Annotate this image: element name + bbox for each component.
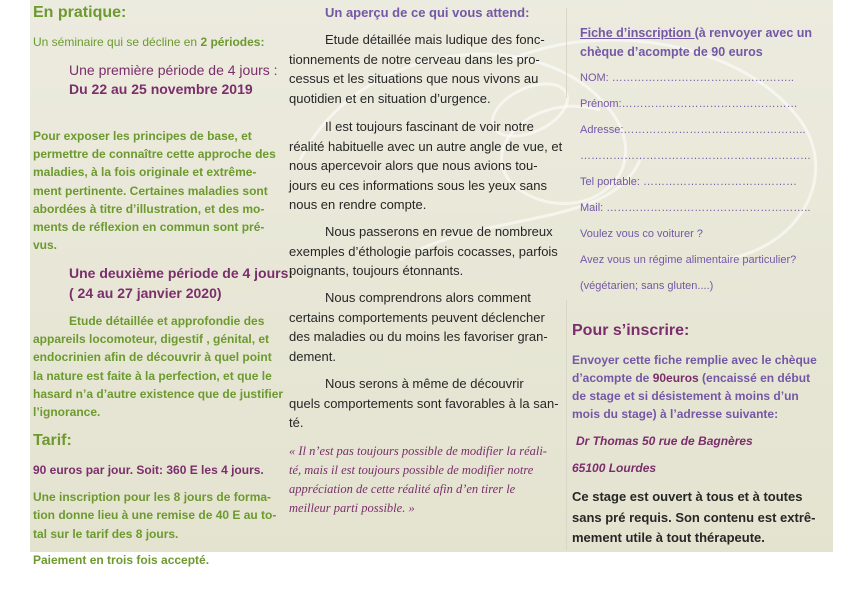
middle-paragraph-line: Nous passerons en revue de nombreux [325,224,553,239]
tarif-heading: Tarif: [33,432,72,449]
period1-description-line: Pour exposer les principes de base, et [33,129,252,143]
intro-text: Un séminaire qui se décline en [33,35,201,49]
closing-line: sans pré requis. Son contenu est extrê- [572,509,816,525]
regime-examples: (végétarien; sans gluten....) [580,280,714,292]
paiement-text: Paiement en trois fois accepté. [33,553,210,567]
quote-line: « Il n’est pas toujours possible de modifier la réali- [289,444,547,458]
inscrire-text-rest: (encaissé en début [698,371,811,385]
period2-dates: ( 24 au 27 janvier 2020) [69,285,222,301]
apercu-heading: Un aperçu de ce qui vous attend: [325,5,530,20]
remise-line: tion donne lieu à une remise de 40 E au to- [33,508,277,523]
regime-question: Avez vous un régime alimentaire particulier? [580,254,797,266]
period1-description-line: permettre de connaître cette approche des [33,147,276,162]
tarif-line: 90 euros par jour. Soit: 360 E les 4 jours. [33,463,264,477]
adresse-field-line2[interactable]: ……………………………………………………… [580,150,811,162]
en-pratique-heading: En pratique: [33,4,127,21]
column-divider [566,8,567,98]
middle-paragraph-line: jours eu ces informations sous les yeux sans [289,177,547,193]
form-title [580,26,812,40]
adresse-field[interactable]: Adresse:………………………………………….. [580,124,806,136]
inscrire-amount: 90euros [652,371,699,385]
form-title-rest: (à renvoyer avec un [694,26,813,40]
form-title-line2: chèque d’acompte de 90 euros [580,45,763,59]
middle-paragraph-line: exemples d’éthologie parfois cocasses, parfois [289,243,558,259]
address-line1: Dr Thomas 50 rue de Bagnères [576,434,753,448]
middle-paragraph-line: té. [289,415,304,430]
quote-line: appréciation de cette réalité afin d’en tirer le [289,482,516,496]
middle-paragraph-line: poignants, toujours étonnants. [289,263,464,278]
remise-line: Une inscription pour les 8 jours de forma- [33,490,272,504]
middle-paragraph-line: quotidien et en situation d’urgence. [289,90,491,106]
prenom-field[interactable]: Prénom:………………………………………… [580,98,798,110]
middle-paragraph-line: cessus et les situations que nous vivons au [289,71,539,86]
column-divider [566,300,567,550]
period1-title: Une première période de 4 jours : [69,62,278,78]
nom-field[interactable]: NOM: ………………………………………….. [580,72,794,84]
middle-paragraph-line: quels comportements sont favorables à la san- [289,395,559,411]
middle-paragraph-line: certains comportements peuvent déclencher [289,309,545,325]
middle-paragraph-line: Nous comprendrons alors comment [325,290,531,305]
period2-description-line: la nature est faite à la perfection, et que le [33,368,272,383]
inscrire-line4: mois du stage) à l’adresse suivante: [572,407,779,421]
tel-field[interactable]: Tel portable: …………………………………… [580,176,797,188]
inscrire-line2 [572,371,810,385]
period2-description-line: l’ignorance. [33,405,101,419]
period2-description-line: Etude détaillée et approfondie des [69,314,265,328]
mail-field[interactable]: Mail: ……………………………………………….. [580,202,811,214]
middle-paragraph-line: dement. [289,348,336,364]
middle-paragraph-line: Etude détaillée mais ludique des fonc- [325,32,545,47]
middle-paragraph-line: Nous serons à même de découvrir [325,376,524,391]
quote-line: meilleur parti possible. » [289,501,415,515]
inscrire-heading: Pour s’inscrire: [572,322,690,339]
intro-bold: 2 périodes: [200,35,265,49]
period2-description-line: appareils locomoteur, digestif , génital, et [33,332,270,347]
quote-line: té, mais il est toujours possible de modifier notre [289,463,534,477]
period1-description-line: maladies, à la fois originale et extrême- [33,165,257,180]
address-line2: 65100 Lourdes [572,461,657,475]
inscrire-line3: de stage et si désistement à moins d’un [572,389,799,403]
period1-description-line: vus. [33,238,58,253]
period1-description-line: ments de réflexion en commun sont pré- [33,220,265,234]
period2-title: Une deuxième période de 4 jours: [69,265,294,281]
period1-dates: Du 22 au 25 novembre 2019 [69,81,253,97]
remise-line: tal sur le tarif des 8 jours. [33,526,179,541]
middle-paragraph-line: réalité habituelle avec un autre angle de vue, et [289,138,563,154]
closing-line: Ce stage est ouvert à tous et à toutes [572,489,803,504]
form-title-underlined: Fiche d’inscription [580,26,695,40]
middle-paragraph-line: tionnements de notre cerveau dans les pro- [289,51,540,67]
period1-description-line: ment pertinente. Certaines maladies sont [33,183,268,198]
period1-description-line: abordées à titre d’illustration, et des mo- [33,201,265,216]
middle-paragraph-line: Il est toujours fascinant de voir notre [325,119,534,134]
intro-line [33,35,264,49]
period2-description-line: hasard n’a d’autre existence que de justifier [33,386,284,401]
inscrire-line1: Envoyer cette fiche remplie avec le chèque [572,353,817,367]
middle-paragraph-line: nous en rendre compte. [289,197,427,212]
covoiturage-question: Voulez vous co voiturer ? [580,228,703,240]
middle-paragraph-line: nous apercevoir alors que nous avions tou- [289,158,538,173]
closing-line: mement utile à tout thérapeute. [572,530,765,545]
period2-description-line: endocrinien afin de découvrir à quel point [33,350,272,365]
inscrire-text: d’acompte de [572,371,653,385]
middle-paragraph-line: des maladies ou du moins les favoriser gran- [289,329,548,344]
